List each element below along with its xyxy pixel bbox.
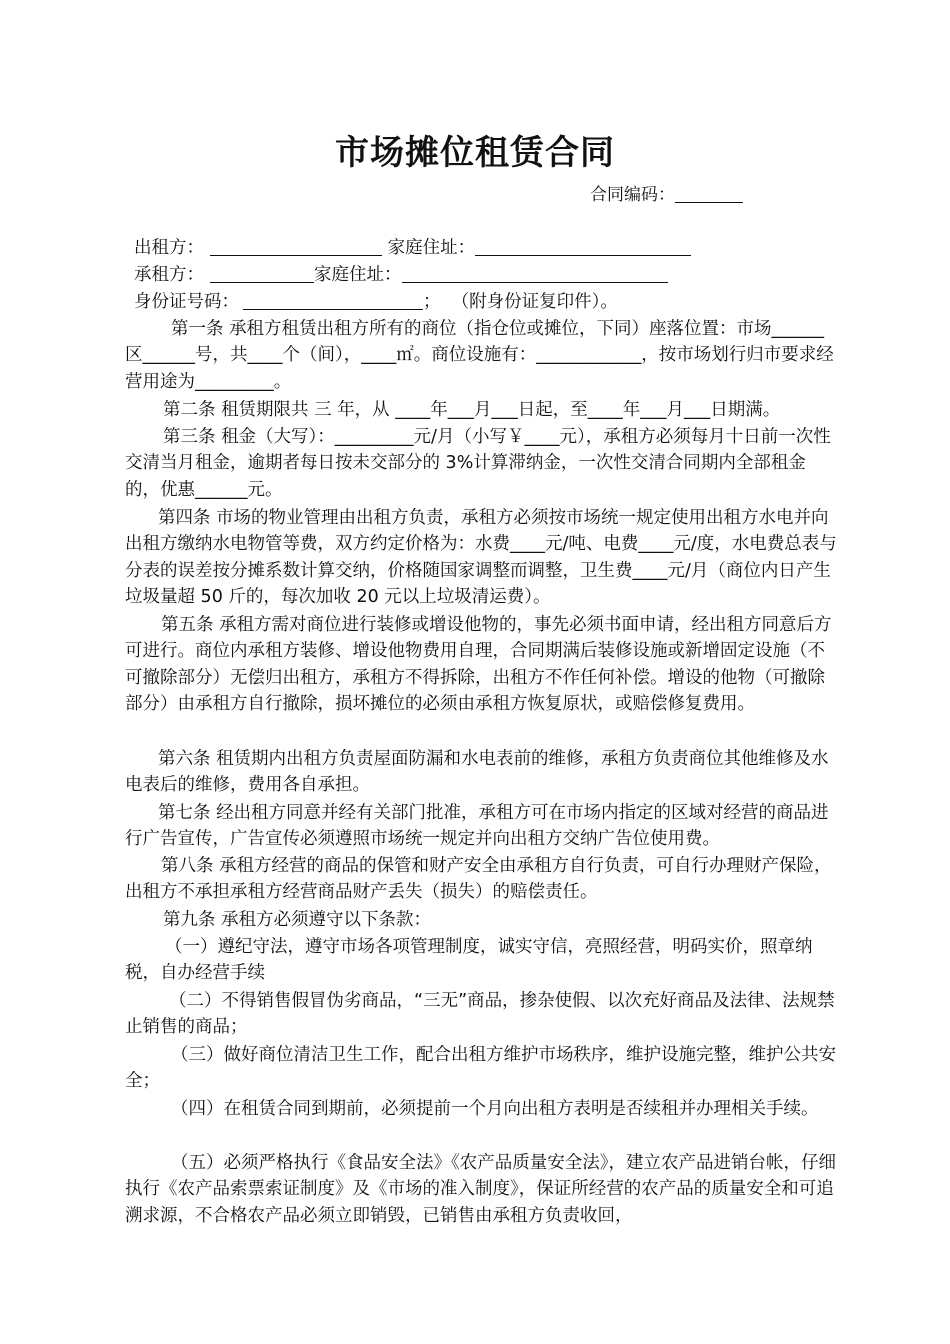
clause-3: 第三条 租金（大写）：_________元/月（小写￥____元），承租方必须每月十日前一次性交清当月租金，逾期者每日按未交部分的 3%计算滞纳金，一次性交清合同期内全部租金的，优惠______元。 <box>125 427 831 500</box>
lessee-label: 承租方： <box>134 265 204 285</box>
clause-8: 第八条 承租方经营的商品的保管和财产安全由承租方自行负责，可自行办理财产保险，出租方不承担承租方经营商品财产丢失（损失）的赔偿责任。 <box>125 856 832 903</box>
clause-9-item-3: （三）做好商位清洁卫生工作，配合出租方维护市场秩序，维护设施完整，维护公共安全； <box>125 1045 836 1092</box>
lessor-label: 出租方： <box>134 238 204 258</box>
contract-code-label: 合同编码： <box>590 185 675 205</box>
lessee-address-blank <box>402 264 668 283</box>
lessor-address-blank <box>475 237 691 256</box>
clause-4: 第四条 市场的物业管理由出租方负责，承租方必须按市场统一规定使用出租方水电并向出租方缴纳水电物管等费，双方约定价格为：水费____元/吨、电费____元/度，水电费总表与分表的误差按分摊系数计算交纳，价格随国家调整而调整，卫生费____元/月（商位内日产生垃圾量超 50 斤的，每次加收 20 元以上垃圾清运费）。 <box>125 508 837 608</box>
lessor-line <box>134 235 691 261</box>
lessee-address-label: 家庭住址： <box>314 265 402 285</box>
clause-5: 第五条 承租方需对商位进行装修或增设他物的，事先必须书面申请，经出租方同意后方可进行。商位内承租方装修、增设他物费用自理，合同期满后装修设施或新增固定设施（不可撤除部分）无偿归出租方，承租方不得拆除，出租方不作任何补偿。增设的他物（可撤除部分）由承租方自行撤除，损坏摊位的必须由承租方恢复原状，或赔偿修复费用。 <box>125 615 832 715</box>
contract-code-blank <box>675 184 743 203</box>
clause-9-item-2: （二）不得销售假冒伪劣商品，“三无”商品，掺杂使假、以次充好商品及法律、法规禁止销售的商品； <box>125 991 835 1038</box>
clause-9: 第九条 承租方必须遵守以下条款： <box>163 910 432 930</box>
id-suffix: ； （附身份证复印件）。 <box>423 292 618 312</box>
clause-7: 第七条 经出租方同意并经有关部门批准，承租方可在市场内指定的区域对经营的商品进行广告宣传，广告宣传必须遵照市场统一规定并向出租方交纳广告位使用费。 <box>125 803 829 850</box>
contract-code <box>590 182 743 208</box>
clause-9-item-5: （五）必须严格执行《食品安全法》《农产品质量安全法》，建立农产品进销台帐，仔细执行《农产品索票索证制度》及《市场的准入制度》，保证所经营的农产品的质量安全和可追溯求源，不合格农产品必须立即销毁，已销售由承租方负责收回， <box>125 1153 836 1226</box>
lessor-blank <box>210 237 382 256</box>
lessor-address-label: 家庭住址： <box>387 238 476 258</box>
id-label: 身份证号码： <box>134 292 239 312</box>
id-blank <box>243 291 423 310</box>
lessee-line <box>134 262 668 288</box>
clause-1: 第一条 承租方租赁出租方所有的商位（指仓位或摊位，下同）座落位置：市场______区______号，共____个（间），____㎡。商位设施有：____________，按市场划行归市要求经营用途为_________。 <box>125 319 834 392</box>
lessee-blank <box>210 264 314 283</box>
id-line <box>134 289 618 315</box>
clause-9-item-4: （四）在租赁合同到期前，必须提前一个月向出租方表明是否续租并办理相关手续。 <box>171 1099 819 1119</box>
document-title: 市场摊位租赁合同 <box>335 133 615 173</box>
clause-6: 第六条 租赁期内出租方负责屋面防漏和水电表前的维修，承租方负责商位其他维修及水电表后的维修，费用各自承担。 <box>125 749 829 796</box>
clause-9-item-1: （一）遵纪守法，遵守市场各项管理制度，诚实守信，亮照经营，明码实价，照章纳税，自办经营手续 <box>125 937 813 984</box>
clause-2: 第二条 租赁期限共 三 年，从 ____年___月___日起，至____年___月___日期满。 <box>163 400 781 420</box>
